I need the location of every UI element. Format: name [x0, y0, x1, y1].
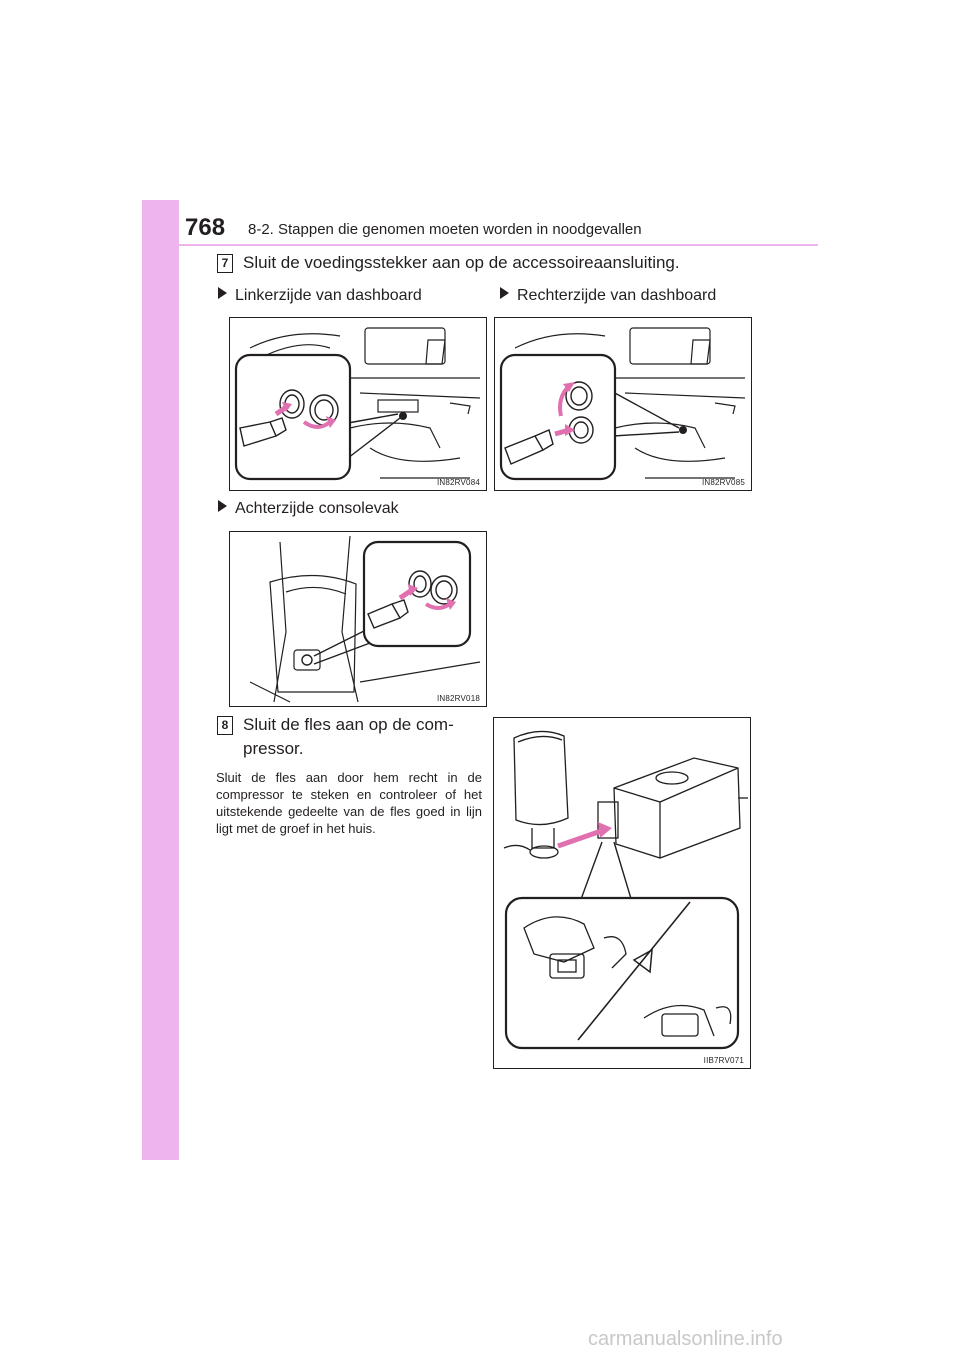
- step-number-7: 7: [217, 254, 233, 273]
- compressor-illustration: [494, 718, 750, 1068]
- step-8-instruction-line-2: pressor.: [243, 739, 304, 758]
- step-number-8: 8: [217, 716, 233, 735]
- triangle-bullet-icon: [218, 500, 227, 512]
- triangle-bullet-icon: [500, 287, 509, 299]
- header-divider: [142, 244, 818, 246]
- dashboard-left-illustration: [230, 318, 486, 490]
- figure-label-right-dashboard: Rechterzijde van dashboard: [500, 287, 716, 305]
- figure-code: IN82RV085: [701, 478, 745, 487]
- figure-rear-console: [229, 531, 487, 707]
- step-8-instruction: [243, 713, 483, 761]
- figure-right-dashboard: [494, 317, 752, 491]
- section-title: 8-2. Stappen die genomen moeten worden in noodgevallen: [248, 221, 642, 238]
- figure-label-rear-console: Achterzijde consolevak: [218, 500, 399, 518]
- step-8-instruction-line-1: Sluit de fles aan op de com-: [243, 715, 454, 734]
- step-7-instruction: Sluit de voedingsstekker aan op de accessoireaansluiting.: [243, 253, 680, 272]
- section-sidebar-tab: [142, 200, 179, 1160]
- dashboard-right-illustration: [495, 318, 751, 490]
- figure-left-dashboard: [229, 317, 487, 491]
- figure-code: IN82RV018: [436, 694, 480, 703]
- figure-compressor-bottle: [493, 717, 751, 1069]
- watermark-text: carmanualsonline.info: [588, 1328, 783, 1350]
- figure-code: IN82RV084: [436, 478, 480, 487]
- figure-code: IIB7RV071: [703, 1056, 744, 1065]
- triangle-bullet-icon: [218, 287, 227, 299]
- step-8-detail: Sluit de fles aan door hem recht in de compressor te steken en controleer of het uitstekende gedeelte van de fles goed in lijn ligt met de groef in het huis.: [216, 770, 482, 836]
- page-number: 768: [185, 214, 226, 241]
- figure-label-left-dashboard: Linkerzijde van dashboard: [218, 287, 422, 305]
- rear-console-illustration: [230, 532, 486, 706]
